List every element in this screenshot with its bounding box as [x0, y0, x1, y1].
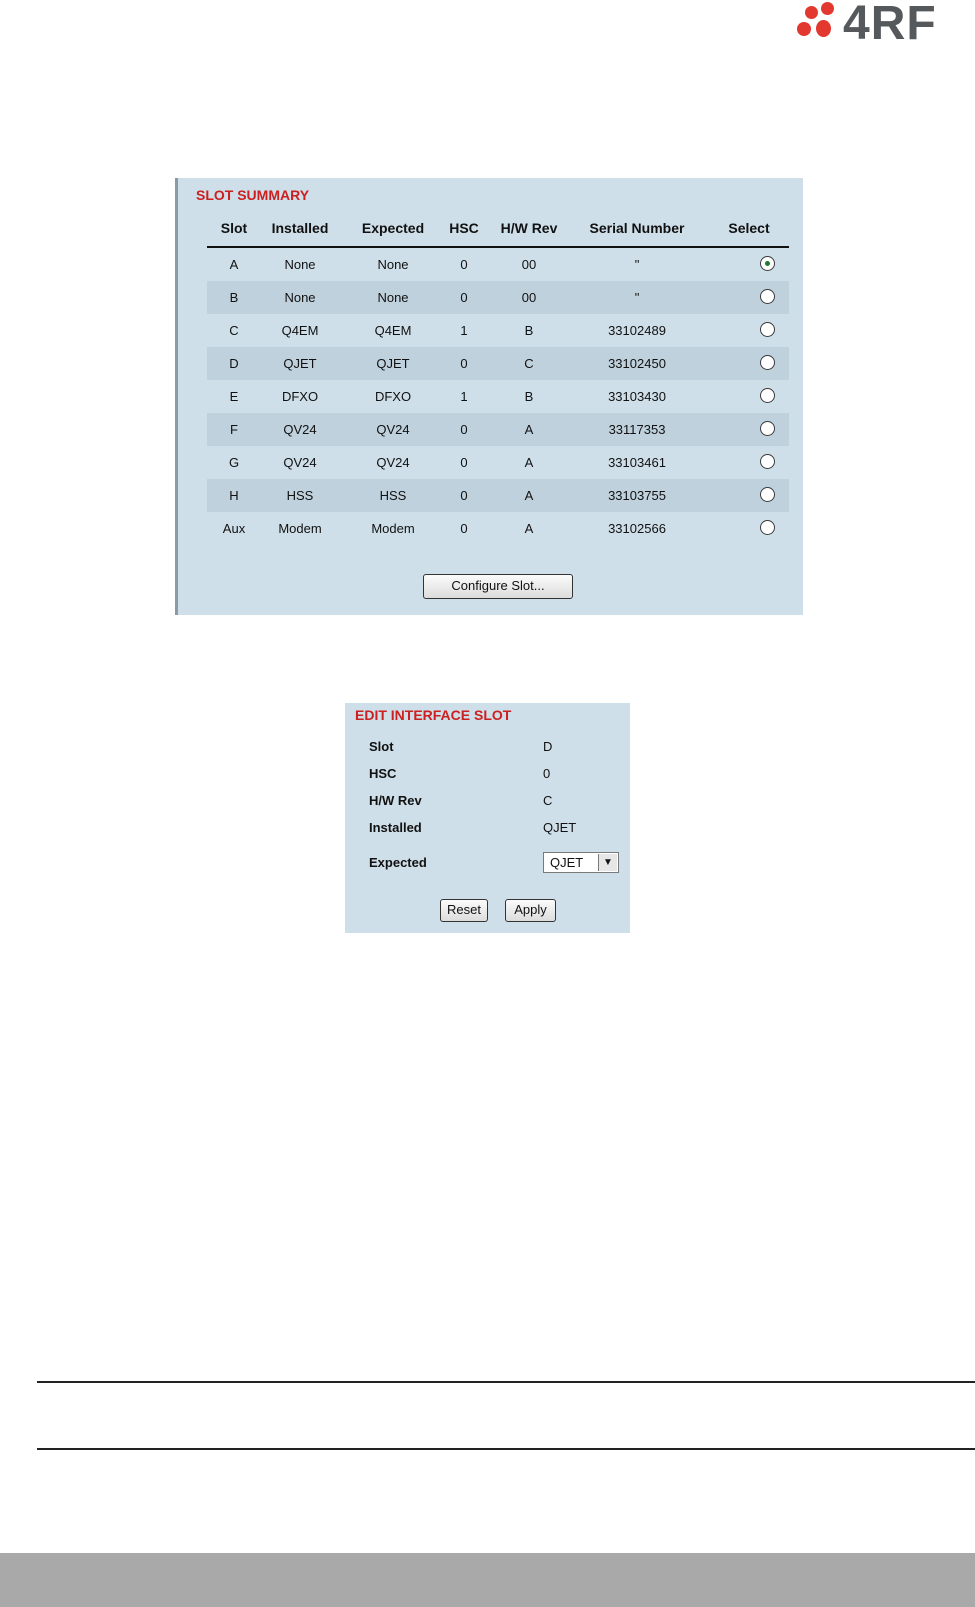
value-hsc: 0 — [543, 766, 551, 781]
cell-installed: HSS — [286, 488, 314, 503]
footer-bar — [0, 1553, 975, 1607]
cell-installed: QV24 — [283, 422, 317, 437]
cell-hw-rev: 00 — [521, 257, 537, 272]
cell-expected: None — [377, 290, 409, 305]
cell-installed: QJET — [283, 356, 317, 371]
value-hw-rev: C — [543, 793, 553, 808]
header-hsc: HSC — [449, 220, 479, 236]
edit-interface-slot-panel — [345, 703, 630, 933]
logo-text: 4RF — [843, 0, 937, 50]
edit-slot-title: EDIT INTERFACE SLOT — [355, 707, 512, 723]
label-installed: Installed — [369, 820, 422, 835]
label-hsc: HSC — [369, 766, 397, 781]
cell-installed: None — [284, 290, 316, 305]
cell-hw-rev: B — [524, 323, 534, 338]
cell-slot: G — [228, 455, 240, 470]
cell-slot: H — [229, 488, 239, 503]
cell-expected: HSS — [379, 488, 407, 503]
select-radio-b[interactable] — [760, 289, 775, 304]
cell-expected: Modem — [371, 521, 415, 536]
cell-serial: 33102450 — [608, 356, 666, 371]
cell-slot: Aux — [222, 521, 246, 536]
label-slot: Slot — [369, 739, 394, 754]
cell-expected: Q4EM — [374, 323, 412, 338]
logo-dot — [821, 2, 834, 15]
table-row — [207, 314, 789, 347]
header-hw-rev: H/W Rev — [500, 220, 558, 236]
cell-expected: DFXO — [374, 389, 412, 404]
cell-expected: QJET — [376, 356, 410, 371]
header-expected: Expected — [361, 220, 425, 236]
cell-hsc: 1 — [460, 323, 468, 338]
cell-serial: 33102489 — [608, 323, 666, 338]
logo-dot — [797, 22, 811, 36]
select-radio-c[interactable] — [760, 322, 775, 337]
divider-line — [37, 1448, 975, 1450]
cell-hsc: 0 — [460, 290, 468, 305]
cell-expected: QV24 — [376, 422, 410, 437]
expected-select-value: QJET — [550, 855, 584, 870]
cell-installed: None — [284, 257, 316, 272]
select-radio-a[interactable] — [760, 256, 775, 271]
cell-installed: DFXO — [281, 389, 319, 404]
cell-hsc: 0 — [460, 488, 468, 503]
table-row — [207, 479, 789, 512]
cell-hw-rev: C — [524, 356, 534, 371]
table-row — [207, 380, 789, 413]
table-row — [207, 413, 789, 446]
header-slot: Slot — [220, 220, 248, 236]
table-row — [207, 281, 789, 314]
select-radio-h[interactable] — [760, 487, 775, 502]
reset-button[interactable]: Reset — [440, 899, 488, 922]
cell-serial: 33103430 — [608, 389, 666, 404]
configure-slot-button[interactable]: Configure Slot... — [423, 574, 573, 599]
table-row — [207, 347, 789, 380]
cell-serial: 33117353 — [608, 422, 666, 437]
divider-line — [37, 1381, 975, 1383]
cell-hw-rev: 00 — [521, 290, 537, 305]
table-row — [207, 248, 789, 281]
table-row — [207, 512, 789, 545]
cell-installed: QV24 — [283, 455, 317, 470]
cell-serial: 33102566 — [608, 521, 666, 536]
header-serial-number: Serial Number — [589, 220, 685, 236]
header-installed: Installed — [271, 220, 329, 236]
cell-expected: None — [377, 257, 409, 272]
value-installed: QJET — [543, 820, 577, 835]
table-row — [207, 446, 789, 479]
cell-expected: QV24 — [376, 455, 410, 470]
cell-installed: Q4EM — [281, 323, 319, 338]
select-radio-e[interactable] — [760, 388, 775, 403]
select-radio-f[interactable] — [760, 421, 775, 436]
cell-hw-rev: A — [524, 521, 534, 536]
label-hw-rev: H/W Rev — [369, 793, 422, 808]
cell-hsc: 0 — [460, 356, 468, 371]
label-expected: Expected — [369, 855, 427, 870]
cell-serial: 33103755 — [608, 488, 666, 503]
cell-hw-rev: A — [524, 488, 534, 503]
apply-button[interactable]: Apply — [505, 899, 556, 922]
value-slot: D — [543, 739, 553, 754]
expected-select[interactable] — [543, 852, 619, 873]
cell-hw-rev: B — [524, 389, 534, 404]
cell-hsc: 0 — [460, 257, 468, 272]
cell-slot: D — [229, 356, 239, 371]
logo-dot — [816, 20, 831, 37]
select-radio-g[interactable] — [760, 454, 775, 469]
cell-slot: B — [229, 290, 239, 305]
4rf-logo — [795, 0, 970, 48]
select-radio-d[interactable] — [760, 355, 775, 370]
cell-serial: 33103461 — [608, 455, 666, 470]
cell-installed: Modem — [278, 521, 322, 536]
cell-hsc: 0 — [460, 521, 468, 536]
cell-hw-rev: A — [524, 422, 534, 437]
cell-serial: " — [634, 257, 640, 272]
cell-hw-rev: A — [524, 455, 534, 470]
cell-serial: " — [634, 290, 640, 305]
cell-slot: A — [229, 257, 239, 272]
cell-hsc: 0 — [460, 422, 468, 437]
slot-summary-title: SLOT SUMMARY — [196, 187, 310, 203]
logo-dot — [805, 6, 818, 19]
select-radio-aux[interactable] — [760, 520, 775, 535]
cell-slot: C — [229, 323, 239, 338]
header-select: Select — [728, 220, 770, 236]
cell-slot: E — [229, 389, 239, 404]
cell-hsc: 1 — [460, 389, 468, 404]
slot-summary-panel — [175, 178, 803, 615]
cell-hsc: 0 — [460, 455, 468, 470]
cell-slot: F — [230, 422, 238, 437]
chevron-down-icon[interactable]: ▼ — [598, 854, 617, 871]
